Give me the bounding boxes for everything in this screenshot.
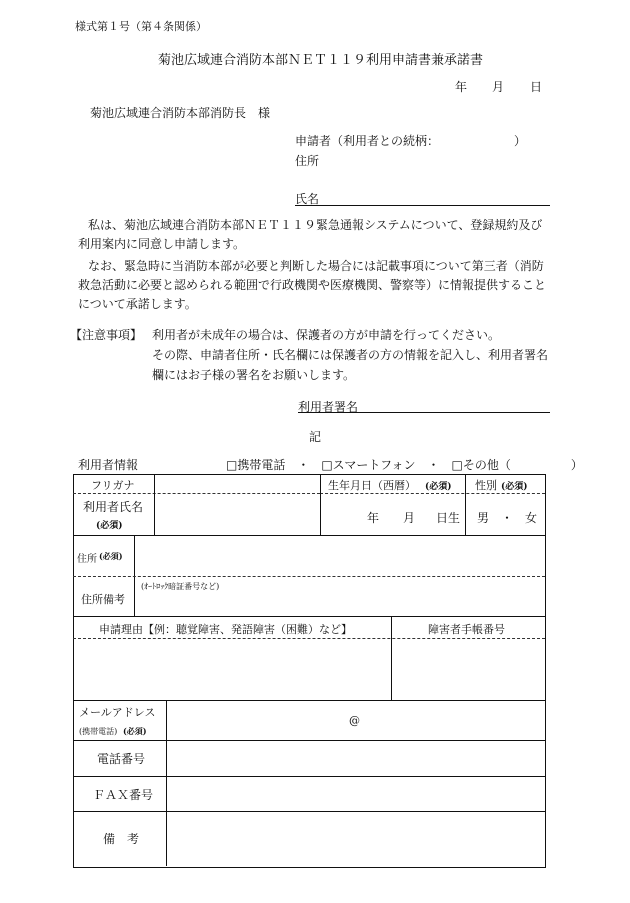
applicant-address-label: 住所 xyxy=(295,154,320,168)
email-required: (必須) xyxy=(123,726,147,736)
birth-required: (必須) xyxy=(425,482,452,492)
applicant-relation-close: ） xyxy=(514,134,527,148)
applicant-relation-label: 申請者（利用者との続柄： xyxy=(295,134,440,148)
address-note-input[interactable] xyxy=(143,594,538,612)
reason-input[interactable] xyxy=(79,642,384,696)
birth-label: 生年月日（西暦） xyxy=(328,479,416,492)
user-info-label: 利用者情報 xyxy=(78,458,139,472)
address-note-label: 住所備考 xyxy=(81,593,125,606)
rule xyxy=(73,616,545,617)
rule xyxy=(465,474,466,535)
rule xyxy=(154,474,155,535)
rule xyxy=(73,493,320,494)
address-note-hint: (ｵｰﾄﾛｯｸ暗証番号など) xyxy=(141,582,220,591)
notice-line1: 利用者が未成年の場合は、保護者の方が申請を行ってください。 xyxy=(152,328,501,342)
addressee: 菊池広域連合消防本部消防長 様 xyxy=(90,106,271,120)
applicant-name-label: 氏名 xyxy=(295,192,320,206)
rule xyxy=(320,474,321,535)
date-month-label: 月 xyxy=(492,80,505,94)
phone-label: 電話番号 xyxy=(97,752,146,766)
fax-input[interactable] xyxy=(173,780,538,807)
sex-label: 性別 xyxy=(475,479,497,492)
notice-line2: その際、申請者住所・氏名欄には保護者の方の情報を記入し、利用者署名 xyxy=(152,348,549,362)
sex-options[interactable]: 男 ・ 女 xyxy=(477,511,538,525)
rule xyxy=(320,493,545,494)
form-number: 様式第１号（第４条関係） xyxy=(75,20,207,33)
user-signature-label: 利用者署名 xyxy=(298,400,359,414)
birth-month-label: 月 xyxy=(403,511,416,525)
rule xyxy=(73,700,545,701)
rule xyxy=(391,616,392,700)
applicant-name-underline[interactable] xyxy=(295,205,550,206)
birth-year-label: 年 xyxy=(367,511,380,525)
email-label-mobile: (携帯電話) xyxy=(79,727,118,736)
rule xyxy=(73,535,545,536)
date-day-label: 日 xyxy=(530,80,543,94)
rule xyxy=(73,576,545,577)
page-title: 菊池広域連合消防本部ＮＥＴ１１９利用申請書兼承諾書 xyxy=(158,53,484,68)
phone-input[interactable] xyxy=(173,744,538,772)
para2-line1: なお、緊急時に当消防本部が必要と判断した場合には記載事項について第三者（消防 xyxy=(88,259,544,273)
notice-line3: 欄にはお子様の署名をお願いします。 xyxy=(152,368,356,382)
user-name-label: 利用者氏名 xyxy=(83,500,144,514)
para1-line1: 私は、菊池広域連合消防本部ＮＥＴ１１９緊急通報システムについて、登録規約及び xyxy=(88,218,543,232)
email-input[interactable] xyxy=(173,704,538,736)
rule xyxy=(166,700,167,866)
notice-label: 【注意事項】 xyxy=(70,328,143,342)
device-type-options[interactable]: □携帯電話 ・ □スマートフォン ・ □その他（ ） xyxy=(226,458,583,472)
furigana-input[interactable] xyxy=(168,477,313,491)
remarks-label: 備 考 xyxy=(103,832,140,846)
birth-day-label: 日生 xyxy=(436,511,461,525)
address-input[interactable] xyxy=(143,540,538,572)
user-name-required: (必須) xyxy=(96,521,123,531)
rule xyxy=(73,740,545,741)
user-signature-underline[interactable] xyxy=(298,412,550,413)
reason-label: 申請理由【例：聴覚障害、発語障害（困難）など】 xyxy=(99,623,352,636)
para2-line3: について承諾します。 xyxy=(78,297,197,311)
address-required: (必須) xyxy=(99,551,123,561)
furigana-label: フリガナ xyxy=(91,479,135,492)
ki-heading: 記 xyxy=(309,430,322,444)
sex-required: (必須) xyxy=(501,482,528,492)
para2-line2: 救急活動に必要と認められる範囲で行政機関や医療機関、警察等）に情報提供すること xyxy=(78,278,547,292)
date-year-label: 年 xyxy=(455,80,468,94)
rule xyxy=(73,638,545,639)
remarks-input[interactable] xyxy=(173,816,538,860)
rule xyxy=(73,776,545,777)
user-name-input[interactable] xyxy=(168,499,313,529)
form-table xyxy=(73,474,546,868)
para1-line2: 利用案内に同意し申請します。 xyxy=(78,237,246,251)
rule xyxy=(73,811,545,812)
disability-label: 障害者手帳番号 xyxy=(428,623,505,636)
email-label: メールアドレス xyxy=(79,706,156,719)
disability-number-input[interactable] xyxy=(397,642,539,696)
address-label: 住所 xyxy=(77,554,97,565)
fax-label: ＦＡＸ番号 xyxy=(93,788,154,802)
email-at-sign: @ xyxy=(349,714,360,727)
